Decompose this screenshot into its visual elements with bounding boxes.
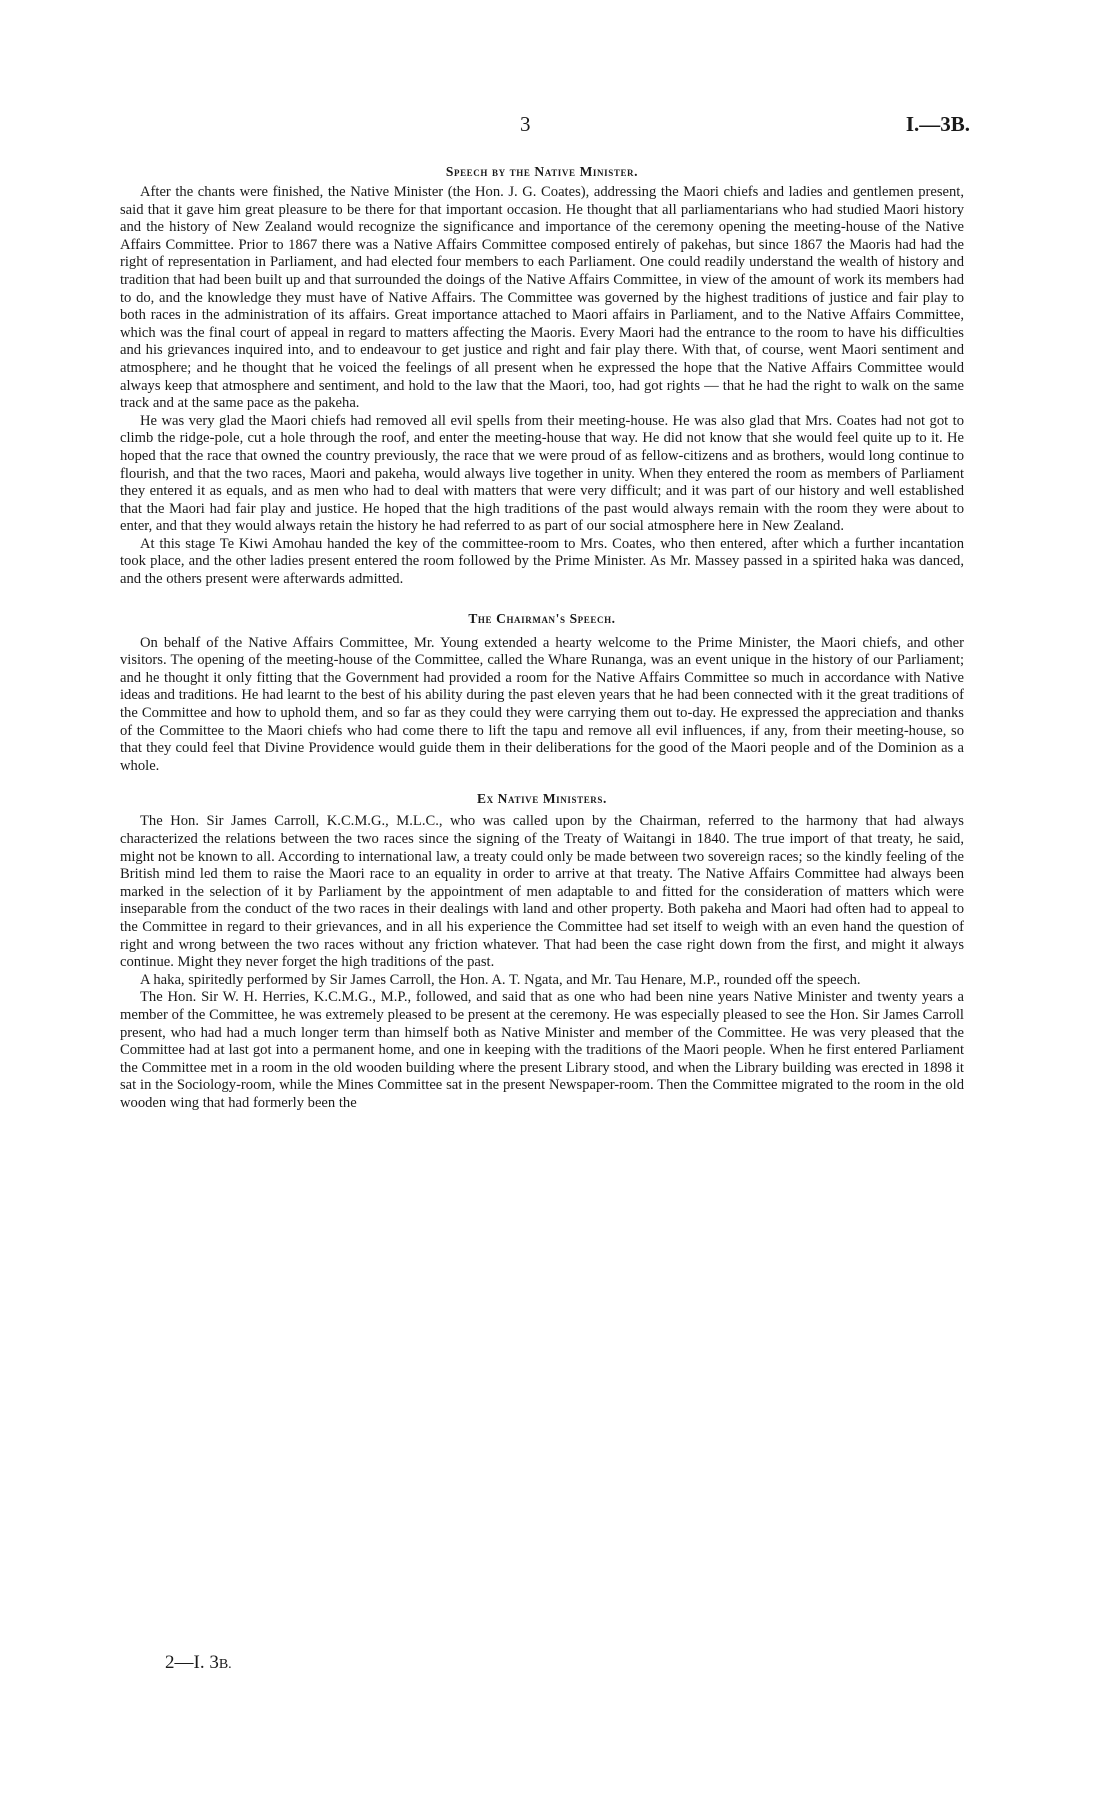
section-native-minister-speech — [120, 164, 964, 589]
signature-number: 2—I. 3 — [165, 1652, 219, 1673]
page-number: 3 — [520, 112, 531, 136]
signature-suffix: B. — [218, 1657, 232, 1672]
section-heading: The Chairman's Speech. — [468, 610, 616, 626]
section-heading: Ex Native Ministers. — [477, 791, 607, 807]
document-reference: I.—3B. — [905, 112, 970, 136]
section-chairman-speech — [120, 611, 964, 776]
section-heading: Speech by the Native Minister. — [445, 164, 639, 179]
paragraph: At this stage Te Kiwi Amohau handed the key of the committee-room to Mrs. Coates, who then entered, after which a further incantation took place, and the other ladies present entered the room followed by the Prime Minister. As Mr. Massey passed in a spirited haka was danced, and the others present were afterwards admitted. — [120, 535, 964, 588]
paragraph: The Hon. Sir James Carroll, K.C.M.G., M.L.C., who was called upon by the Chairman, referred to the harmony that had always characterized the relations between the two races since the signing of the Treaty of Waitangi in 1840. The true import of that treaty, he said, might not be known to all. According to international law, a treaty could only be made between two sovereign races; so the kindly feeling of the British mind led them to raise the Maori race to an equality in order to arrive at that treaty. The Native Affairs Committee had always been marked in the selection of it by Parliament by the appointment of men adaptable to and fitted for the consideration of matters which were inseparable from the conduct of the two races in their dealings with land and other property. Both pakeha and Maori had often had to appeal to the Committee in regard to their grievances, and in all his experience the Committee had set itself to weigh with an even hand the question of right and wrong between the two races without any friction whatever. That had been the case right down from the first, and might it always continue. Might they never forget the high traditions of the past. — [120, 813, 964, 971]
paragraph: After the chants were finished, the Native Minister (the Hon. J. G. Coates), addressing the Maori chiefs and ladies and gentlemen present, said that it gave him great pleasure to be there for that important occasion. He thought that all parliamentarians who had studied Maori history and the history of New Zealand would recognize the significance and importance of the ceremony opening the meeting-house of the Native Affairs Committee. Prior to 1867 there was a Native Affairs Committee composed entirely of pakehas, but since 1867 the Maoris had had the right of representation in Parliament, and had elected four members to each Parliament. One could readily understand the wealth of history and tradition that had been built up and that surrounded the doings of the Native Affairs Committee, in view of the amount of work its members had to do, and the knowledge they must have of Native Affairs. The Committee was governed by the highest traditions of justice and fair play to both races in the administration of its affairs. Great importance attached to Maori affairs in Parliament, and to the Native Affairs Committee, which was the final court of appeal in regard to matters affecting the Maoris. Every Maori had the entrance to the room to have his difficulties and his grievances inquired into, and to endeavour to get justice and right and fair play there. With that, of course, went Maori sentiment and atmosphere; and he thought that he voiced the feelings of all present when he expressed the hope that the Native Affairs Committee would always keep that atmosphere and sentiment, and hold to the law that the Maori, too, had got rights — that he had the right to walk on the same track and at the same pace as the pakeha. — [120, 184, 964, 412]
paragraph: The Hon. Sir W. H. Herries, K.C.M.G., M.P., followed, and said that as one who had been nine years Native Minister and twenty years a member of the Committee, he was extremely pleased to be present at the ceremony. He was especially pleased to see the Hon. Sir James Carroll present, who had had a much longer term than himself both as Native Minister and member of the Committee. He was very pleased that the Committee had at last got into a permanent home, and one in keeping with the traditions of the Maori people. When he first entered Parliament the Committee met in a room in the old wooden building where the present Library stood, and when the Library building was erected in 1898 it sat in the Sociology-room, while the Mines Committee sat in the present Newspaper-room. Then the Committee migrated to the room in the old wooden wing that had formerly been the — [120, 989, 964, 1111]
printer-signature — [165, 1652, 232, 1674]
page-header — [120, 112, 970, 142]
paragraph: He was very glad the Maori chiefs had removed all evil spells from their meeting-house. He was also glad that Mrs. Coates had not got to climb the ridge-pole, cut a hole through the roof, and enter the meeting-house that way. He did not know that she would feel quite up to it. He hoped that the race that owned the country previously, the race that we were proud of as fellow-citizens and as brothers, would long continue to flourish, and that the two races, Maori and pakeha, would always live together in unity. When they entered the room as members of Parliament they entered it as equals, and as men who had to deal with matters that were very difficult; and it was part of our history and well established that the Maori had fair play and justice. He hoped that the high traditions of the past would always remain with the room they were about to enter, and that they would always retain the history he had referred to as part of our social atmosphere here in New Zealand. — [120, 412, 964, 535]
paragraph: On behalf of the Native Affairs Committee, Mr. Young extended a hearty welcome to the Prime Minister, the Maori chiefs, and other visitors. The opening of the meeting-house of the Committee, called the Whare Runanga, was an event unique in the history of our Parliament; and he thought it only fitting that the Government had provided a room for the Native Affairs Committee so much in accordance with Native ideas and traditions. He had learnt to the best of his ability during the past eleven years that he had been connected with it the great traditions of the Committee and how to uphold them, and so far as they could they were carrying them out to-day. He expressed the appreciation and thanks of the Committee to the Maori chiefs who had come there to lift the tapu and remove all evil influences, if any, from their meeting-house, so that they could feel that Divine Providence would guide them in their deliberations for the good of the Maori people and of the Dominion as a whole. — [120, 634, 964, 774]
paragraph: A haka, spiritedly performed by Sir James Carroll, the Hon. A. T. Ngata, and Mr. Tau Henare, M.P., rounded off the speech. — [140, 971, 861, 988]
page-body — [120, 164, 964, 1113]
section-ex-native-ministers — [120, 791, 964, 1112]
